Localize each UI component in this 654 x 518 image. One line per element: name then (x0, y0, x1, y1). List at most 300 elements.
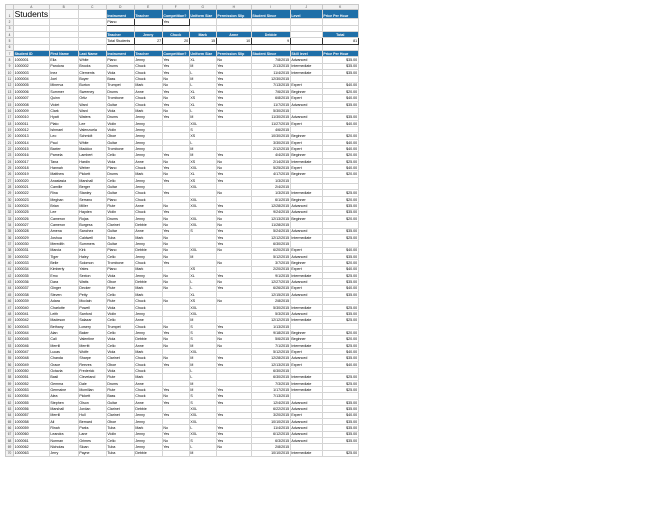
row-header[interactable]: 33 (6, 215, 14, 221)
student-cell[interactable]: 11/28/2015 (251, 222, 290, 228)
student-cell[interactable]: 1000028 (14, 228, 50, 234)
student-cell[interactable]: Pickett (78, 393, 106, 399)
student-cell[interactable]: Intermediate (290, 374, 322, 380)
row-header[interactable]: 51 (6, 330, 14, 336)
row-header[interactable]: 59 (6, 380, 14, 386)
student-cell[interactable]: 1/17/2015 (251, 387, 290, 393)
student-cell[interactable]: Chuck (134, 190, 162, 196)
student-cell[interactable]: No (162, 95, 189, 101)
student-cell[interactable]: 1000043 (14, 323, 50, 329)
student-cell[interactable]: Nicholas (49, 444, 78, 450)
student-cell[interactable]: Beginner (290, 171, 322, 177)
student-cell[interactable]: XXL (189, 412, 216, 418)
student-cell[interactable]: Sharpe (78, 355, 106, 361)
student-cell[interactable]: L (189, 368, 216, 374)
student-cell[interactable]: Anne (134, 380, 162, 386)
student-cell[interactable]: Debbie (134, 222, 162, 228)
student-cell[interactable]: Viola (106, 158, 134, 164)
student-cell[interactable]: Viola (106, 336, 134, 342)
student-cell[interactable]: Cello (106, 291, 134, 297)
student-cell[interactable]: $35.00 (322, 279, 358, 285)
student-cell[interactable]: Anne (134, 228, 162, 234)
student-cell[interactable]: Expert (290, 266, 322, 272)
student-cell[interactable]: Mark (134, 171, 162, 177)
row-header[interactable]: 49 (6, 317, 14, 323)
student-cell[interactable]: 2/14/2015 (251, 158, 290, 164)
student-cell[interactable]: Guitar (106, 101, 134, 107)
student-cell[interactable]: M (189, 387, 216, 393)
student-cell[interactable]: 1000041 (14, 311, 50, 317)
student-cell[interactable]: Madeson (49, 317, 78, 323)
student-cell[interactable]: Yes (162, 152, 189, 158)
row-header[interactable]: 44 (6, 285, 14, 291)
row-header[interactable]: 2 (6, 19, 14, 25)
student-cell[interactable]: Yes (216, 88, 251, 94)
student-cell[interactable]: 2/12/2015 (251, 146, 290, 152)
student-cell[interactable]: Intermediate (290, 380, 322, 386)
student-cell[interactable]: Jerry (49, 450, 78, 456)
student-cell[interactable]: Pamela (49, 152, 78, 158)
row-header[interactable]: 34 (6, 222, 14, 228)
teacher-total-cell[interactable]: 9 (251, 38, 290, 44)
row-header[interactable]: 53 (6, 342, 14, 348)
student-cell[interactable]: 1000012 (14, 127, 50, 133)
student-cell[interactable]: Yes (216, 108, 251, 114)
student-cell[interactable]: 1000058 (14, 418, 50, 424)
student-cell[interactable]: Mcmillan (78, 387, 106, 393)
student-cell[interactable]: 5/3/2015 (251, 311, 290, 317)
student-cell[interactable]: M (189, 361, 216, 367)
student-cell[interactable]: Jenny (134, 418, 162, 424)
student-cell[interactable]: Chuck (134, 76, 162, 82)
row-header[interactable]: 57 (6, 368, 14, 374)
student-cell[interactable]: Jenny (134, 114, 162, 120)
teacher-header-cell[interactable]: Anne (216, 31, 251, 37)
student-cell[interactable]: Brian (49, 203, 78, 209)
student-cell[interactable]: M (189, 253, 216, 259)
student-cell[interactable]: M (189, 317, 216, 323)
teacher-total-cell[interactable]: Total Students (106, 38, 134, 44)
student-cell[interactable]: Chuck (134, 63, 162, 69)
student-cell[interactable]: Joel (49, 76, 78, 82)
student-cell[interactable]: 1000013 (14, 133, 50, 139)
student-cell[interactable]: No (216, 222, 251, 228)
student-cell[interactable]: Weber (78, 165, 106, 171)
student-cell[interactable]: Jenny (134, 184, 162, 190)
cell[interactable] (49, 10, 78, 19)
row-header[interactable]: 37 (6, 241, 14, 247)
student-cell[interactable]: Cameron (49, 222, 78, 228)
student-cell[interactable]: Beginner (290, 215, 322, 221)
row-header[interactable]: 68 (6, 437, 14, 443)
student-cell[interactable]: 5/12/2015 (251, 349, 290, 355)
student-cell[interactable]: Beginner (290, 330, 322, 336)
student-cell[interactable]: Ortiz (78, 95, 106, 101)
student-cell[interactable]: Beginner (290, 152, 322, 158)
student-cell[interactable]: No (162, 241, 189, 247)
student-cell[interactable]: Cello (106, 253, 134, 259)
student-cell[interactable]: No (162, 171, 189, 177)
row-header[interactable]: 46 (6, 298, 14, 304)
student-cell[interactable]: 11/7/2015 (251, 101, 290, 107)
student-cell[interactable]: Jenny (134, 139, 162, 145)
student-cell[interactable]: 9/1/2015 (251, 272, 290, 278)
row-header[interactable]: 64 (6, 412, 14, 418)
student-cell[interactable]: Steven (49, 291, 78, 297)
student-cell[interactable]: $20.00 (322, 260, 358, 266)
student-cell[interactable]: Yes (162, 387, 189, 393)
student-cell[interactable]: 11/4/2015 (251, 425, 290, 431)
student-cell[interactable]: Watts (78, 279, 106, 285)
student-cell[interactable]: Dara (49, 279, 78, 285)
student-cell[interactable]: 12/28/2015 (251, 203, 290, 209)
student-cell[interactable]: 1000044 (14, 330, 50, 336)
student-cell[interactable]: 3/7/2015 (251, 260, 290, 266)
student-cell[interactable]: No (216, 57, 251, 63)
student-cell[interactable]: Yes (216, 361, 251, 367)
table-header-cell[interactable]: First Name (49, 50, 78, 56)
row-header[interactable]: 60 (6, 387, 14, 393)
student-cell[interactable]: Gemma (49, 380, 78, 386)
student-cell[interactable]: Lambert (78, 152, 106, 158)
student-cell[interactable]: 1000016 (14, 152, 50, 158)
student-cell[interactable]: Tuba (106, 444, 134, 450)
student-cell[interactable]: No (162, 342, 189, 348)
student-cell[interactable]: L (189, 69, 216, 75)
student-cell[interactable]: Jenny (134, 241, 162, 247)
row-header[interactable]: 24 (6, 158, 14, 164)
student-cell[interactable]: S (189, 127, 216, 133)
student-cell[interactable]: 1000026 (14, 215, 50, 221)
student-cell[interactable]: $40.00 (322, 82, 358, 88)
student-cell[interactable]: Chuck (134, 368, 162, 374)
student-cell[interactable]: Chuck (134, 69, 162, 75)
student-cell[interactable]: 1000019 (14, 171, 50, 177)
student-cell[interactable]: Jenny (134, 444, 162, 450)
student-cell[interactable]: Yes (216, 101, 251, 107)
student-cell[interactable]: Octavia (49, 368, 78, 374)
student-cell[interactable]: No (216, 336, 251, 342)
row-header[interactable]: 23 (6, 152, 14, 158)
student-cell[interactable]: XS (189, 298, 216, 304)
student-cell[interactable]: Advanced (290, 418, 322, 424)
row-header[interactable]: 30 (6, 196, 14, 202)
student-cell[interactable]: Beginner (290, 133, 322, 139)
student-cell[interactable]: Yes (162, 63, 189, 69)
student-cell[interactable]: Hardin (78, 158, 106, 164)
student-cell[interactable]: Advanced (290, 101, 322, 107)
table-header-cell[interactable]: Student ID (14, 50, 50, 56)
teacher-header-cell[interactable]: Chuck (162, 31, 189, 37)
top-header-cell[interactable]: Price Per Hour (322, 10, 358, 19)
student-cell[interactable]: Expert (290, 95, 322, 101)
student-cell[interactable]: 1000035 (14, 272, 50, 278)
student-cell[interactable]: Chuck (134, 196, 162, 202)
student-cell[interactable]: 1000007 (14, 95, 50, 101)
student-cell[interactable]: Violin (106, 311, 134, 317)
student-cell[interactable]: Yes (216, 323, 251, 329)
student-cell[interactable]: Germaine (49, 387, 78, 393)
student-cell[interactable]: Hannah (49, 165, 78, 171)
student-cell[interactable]: Plato (49, 120, 78, 126)
student-cell[interactable]: XL (189, 57, 216, 63)
student-cell[interactable]: Drums (106, 114, 134, 120)
student-cell[interactable]: Oboe (106, 418, 134, 424)
student-cell[interactable]: 1000039 (14, 298, 50, 304)
student-cell[interactable]: 1000052 (14, 380, 50, 386)
student-cell[interactable]: Yes (216, 63, 251, 69)
student-cell[interactable]: $20.00 (322, 215, 358, 221)
student-cell[interactable]: 1000018 (14, 165, 50, 171)
student-cell[interactable]: Payne (78, 450, 106, 456)
student-cell[interactable]: No (162, 234, 189, 240)
student-cell[interactable]: XL (189, 101, 216, 107)
student-cell[interactable]: Debbie (134, 406, 162, 412)
student-cell[interactable]: Yes (162, 88, 189, 94)
student-cell[interactable]: Violin (106, 120, 134, 126)
student-cell[interactable]: $40.00 (322, 412, 358, 418)
student-cell[interactable]: 5/6/2015 (251, 336, 290, 342)
student-cell[interactable]: No (162, 285, 189, 291)
row-header[interactable]: 52 (6, 336, 14, 342)
student-cell[interactable]: 1000034 (14, 266, 50, 272)
student-cell[interactable]: Jenny (134, 215, 162, 221)
student-cell[interactable]: Ward (78, 108, 106, 114)
student-cell[interactable]: Valenzuela (78, 127, 106, 133)
student-cell[interactable]: Clarinet (106, 406, 134, 412)
student-cell[interactable]: Sexton (78, 272, 106, 278)
student-cell[interactable]: 1000038 (14, 291, 50, 297)
student-cell[interactable]: Mark (134, 82, 162, 88)
student-cell[interactable]: 12/13/2015 (251, 215, 290, 221)
row-header[interactable]: 58 (6, 374, 14, 380)
student-cell[interactable]: $35.00 (322, 63, 358, 69)
student-cell[interactable]: 3/30/2015 (251, 139, 290, 145)
student-cell[interactable]: Anastasia (49, 177, 78, 183)
table-header-cell[interactable]: Teacher (134, 50, 162, 56)
student-cell[interactable]: Chuck (134, 101, 162, 107)
student-cell[interactable]: $20.00 (322, 330, 358, 336)
student-cell[interactable]: Viola (106, 349, 134, 355)
student-cell[interactable]: Jenny (134, 437, 162, 443)
student-cell[interactable]: Intermediate (290, 272, 322, 278)
student-cell[interactable]: XXL (189, 406, 216, 412)
row-header[interactable]: 9 (6, 63, 14, 69)
student-cell[interactable]: Cello (106, 317, 134, 323)
student-cell[interactable]: Intermediate (290, 158, 322, 164)
row-header[interactable]: 7 (6, 50, 14, 56)
student-cell[interactable]: Clarinet (106, 222, 134, 228)
student-cell[interactable]: 1000048 (14, 355, 50, 361)
student-cell[interactable]: Debbie (134, 450, 162, 456)
student-cell[interactable]: 1000033 (14, 260, 50, 266)
student-cell[interactable]: 1000040 (14, 304, 50, 310)
student-cell[interactable]: Yes (216, 285, 251, 291)
row-header[interactable]: 62 (6, 399, 14, 405)
student-cell[interactable]: Kirk (78, 247, 106, 253)
student-cell[interactable]: 7/6/2015 (251, 88, 290, 94)
student-cell[interactable]: Jenny (134, 152, 162, 158)
student-cell[interactable]: Rina (49, 190, 78, 196)
student-cell[interactable]: Mcclain (78, 298, 106, 304)
row-header[interactable]: 17 (6, 114, 14, 120)
student-cell[interactable]: Leith (49, 311, 78, 317)
student-cell[interactable]: Yes (216, 171, 251, 177)
student-cell[interactable]: $35.00 (322, 69, 358, 75)
student-cell[interactable]: 1000024 (14, 203, 50, 209)
student-cell[interactable]: Amena (49, 228, 78, 234)
student-cell[interactable]: Marshall (78, 177, 106, 183)
student-cell[interactable]: 1000032 (14, 253, 50, 259)
student-cell[interactable]: 1000020 (14, 177, 50, 183)
student-cell[interactable]: 6/26/2015 (251, 285, 290, 291)
student-cell[interactable]: Tuba (106, 425, 134, 431)
top-header-cell[interactable]: Permission Slip (216, 10, 251, 19)
student-cell[interactable]: Charlotte (49, 304, 78, 310)
student-cell[interactable]: M (189, 152, 216, 158)
student-cell[interactable]: Dale (78, 380, 106, 386)
student-cell[interactable]: Sanford (78, 311, 106, 317)
student-cell[interactable]: Belle (49, 260, 78, 266)
student-cell[interactable]: Alan (49, 330, 78, 336)
student-cell[interactable]: Hayden (78, 209, 106, 215)
student-cell[interactable]: Pickett (78, 171, 106, 177)
student-cell[interactable]: Advanced (290, 203, 322, 209)
student-cell[interactable]: Yes (216, 431, 251, 437)
student-cell[interactable]: XS (189, 266, 216, 272)
student-cell[interactable]: Advanced (290, 399, 322, 405)
student-cell[interactable]: 11/4/2015 (251, 69, 290, 75)
student-cell[interactable]: 1000062 (14, 444, 50, 450)
student-cell[interactable]: $20.00 (322, 152, 358, 158)
student-cell[interactable]: Chuck (134, 361, 162, 367)
student-cell[interactable]: Yes (216, 355, 251, 361)
student-cell[interactable]: $25.00 (322, 272, 358, 278)
student-cell[interactable]: Yes (162, 114, 189, 120)
row-header[interactable]: 69 (6, 444, 14, 450)
student-cell[interactable]: Yes (216, 209, 251, 215)
student-cell[interactable]: Summer (49, 88, 78, 94)
student-cell[interactable]: Trombone (106, 260, 134, 266)
student-cell[interactable]: Anne (134, 88, 162, 94)
student-cell[interactable]: Jenny (134, 412, 162, 418)
student-cell[interactable]: Hull (78, 412, 106, 418)
row-header[interactable]: 11 (6, 76, 14, 82)
student-cell[interactable]: $35.00 (322, 291, 358, 297)
student-cell[interactable]: Yes (162, 165, 189, 171)
top-header-cell[interactable]: Competition? (162, 10, 189, 19)
student-cell[interactable]: Jenny (134, 431, 162, 437)
student-cell[interactable]: 1000030 (14, 241, 50, 247)
student-cell[interactable]: 1000029 (14, 234, 50, 240)
student-cell[interactable]: 6/12/2015 (251, 431, 290, 437)
student-cell[interactable]: Marcia (49, 247, 78, 253)
student-cell[interactable]: Burton (78, 82, 106, 88)
student-cell[interactable]: $25.00 (322, 342, 358, 348)
student-cell[interactable]: $25.00 (322, 374, 358, 380)
top-header-cell[interactable]: Instrument (106, 10, 134, 19)
student-cell[interactable]: Advanced (290, 355, 322, 361)
student-cell[interactable]: Waters (78, 114, 106, 120)
student-cell[interactable]: Yes (216, 399, 251, 405)
student-cell[interactable]: Yates (78, 266, 106, 272)
student-cell[interactable]: XL (189, 291, 216, 297)
student-cell[interactable]: No (216, 279, 251, 285)
student-cell[interactable]: 11/27/2015 (251, 120, 290, 126)
student-cell[interactable]: Yes (162, 412, 189, 418)
student-cell[interactable]: L (189, 82, 216, 88)
student-cell[interactable]: M (189, 146, 216, 152)
student-cell[interactable]: Expert (290, 120, 322, 126)
student-cell[interactable]: 1000010 (14, 114, 50, 120)
student-cell[interactable]: 7/13/2015 (251, 82, 290, 88)
student-cell[interactable]: 1000008 (14, 101, 50, 107)
student-cell[interactable]: 1000050 (14, 368, 50, 374)
student-cell[interactable]: Beginner (290, 260, 322, 266)
student-cell[interactable]: Jenny (134, 127, 162, 133)
row-header[interactable]: 10 (6, 69, 14, 75)
student-cell[interactable]: Pandora (49, 63, 78, 69)
student-cell[interactable]: 1000005 (14, 82, 50, 88)
student-cell[interactable]: Chuck (134, 355, 162, 361)
table-header-cell[interactable]: Last Name (78, 50, 106, 56)
student-cell[interactable]: No (162, 76, 189, 82)
student-cell[interactable]: Stephen (49, 399, 78, 405)
cell[interactable] (78, 10, 106, 19)
student-cell[interactable]: Yes (162, 399, 189, 405)
student-cell[interactable]: Tiger (49, 253, 78, 259)
student-cell[interactable]: Expert (290, 412, 322, 418)
student-cell[interactable]: Grace (49, 361, 78, 367)
student-cell[interactable]: 6/22/2015 (251, 406, 290, 412)
student-cell[interactable]: XXL (189, 311, 216, 317)
student-cell[interactable]: Stanley (78, 190, 106, 196)
student-cell[interactable]: Advanced (290, 406, 322, 412)
student-cell[interactable]: Norman (49, 437, 78, 443)
column-header[interactable]: G (189, 5, 216, 10)
student-cell[interactable]: Chuck (134, 323, 162, 329)
student-cell[interactable]: 2/8/2015 (251, 298, 290, 304)
student-cell[interactable]: $35.00 (322, 228, 358, 234)
student-cell[interactable]: Mark (134, 425, 162, 431)
student-cell[interactable]: Maddox (78, 146, 106, 152)
student-cell[interactable]: 12/15/2015 (251, 291, 290, 297)
student-cell[interactable]: Hyatt (49, 114, 78, 120)
student-cell[interactable]: 1000003 (14, 69, 50, 75)
student-cell[interactable]: Violin (106, 431, 134, 437)
student-cell[interactable]: Inez (49, 69, 78, 75)
row-header[interactable]: 67 (6, 431, 14, 437)
student-cell[interactable]: Drums (106, 380, 134, 386)
student-cell[interactable]: Merrill (49, 342, 78, 348)
student-cell[interactable]: Yes (216, 82, 251, 88)
student-cell[interactable]: Meredith (49, 241, 78, 247)
row-header[interactable]: 47 (6, 304, 14, 310)
row-header[interactable]: 41 (6, 266, 14, 272)
student-cell[interactable]: Yes (162, 228, 189, 234)
student-cell[interactable]: No (162, 215, 189, 221)
column-header[interactable]: K (322, 5, 358, 10)
student-cell[interactable]: 12/4/2015 (251, 399, 290, 405)
student-cell[interactable]: Emo (49, 272, 78, 278)
student-cell[interactable]: Oboe (106, 133, 134, 139)
table-header-cell[interactable]: Skill level (290, 50, 322, 56)
student-cell[interactable]: 6/3/2015 (251, 437, 290, 443)
student-cell[interactable]: Jordan (78, 406, 106, 412)
student-cell[interactable]: No (162, 253, 189, 259)
student-cell[interactable]: 1000006 (14, 88, 50, 94)
student-cell[interactable]: Chuck (134, 387, 162, 393)
